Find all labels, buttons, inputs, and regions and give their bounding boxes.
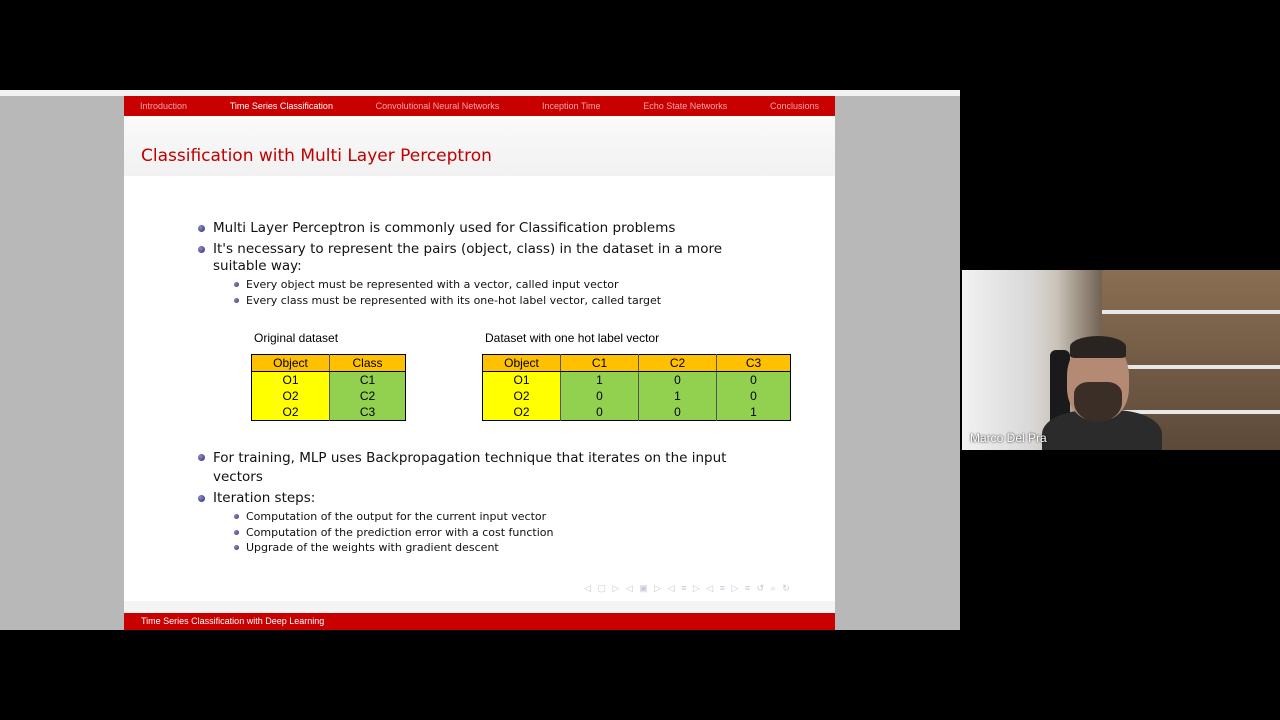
table-header-cell: C1 bbox=[561, 355, 639, 372]
participant-video-tile[interactable] bbox=[962, 270, 1280, 450]
slide-footer bbox=[124, 613, 835, 630]
nav-item-convolutional-neural-networks[interactable]: Convolutional Neural Networks bbox=[375, 101, 500, 111]
table-header-cell: Object bbox=[252, 355, 330, 372]
table-row bbox=[483, 388, 791, 404]
slide-section-nav bbox=[124, 96, 835, 116]
footer-strip bbox=[124, 601, 835, 613]
table-cell: O2 bbox=[483, 388, 561, 404]
table-cell: 0 bbox=[561, 388, 639, 404]
original-dataset-caption: Original dataset bbox=[254, 331, 339, 345]
table-row bbox=[252, 404, 406, 421]
person-beard bbox=[1074, 382, 1122, 422]
presentation-slide bbox=[124, 96, 835, 630]
table-cell: 1 bbox=[639, 388, 717, 404]
shelf-board bbox=[1102, 365, 1280, 369]
onehot-dataset-caption: Dataset with one hot label vector bbox=[485, 331, 660, 345]
onehot-dataset-table bbox=[482, 354, 791, 421]
table-cell: O2 bbox=[252, 388, 330, 404]
bullet-backpropagation: For training, MLP uses Backpropagation technique that iterates on the input vectors bbox=[213, 449, 758, 487]
sub-bullet-target: Every class must be represented with its one-hot label vector, called target bbox=[246, 294, 662, 307]
table-header-cell: C3 bbox=[717, 355, 791, 372]
table-header-row bbox=[252, 355, 406, 372]
table-header-cell: Class bbox=[330, 355, 406, 372]
title-band bbox=[124, 116, 835, 176]
table-cell: 1 bbox=[561, 372, 639, 389]
table-row bbox=[252, 388, 406, 404]
sub-bullet-output-computation: Computation of the output for the current input vector bbox=[246, 510, 547, 523]
table-cell: 0 bbox=[717, 388, 791, 404]
sub-bullet-input-vector: Every object must be represented with a vector, called input vector bbox=[246, 278, 619, 291]
slide-title: Classification with Multi Layer Perceptron bbox=[141, 146, 492, 166]
table-cell: 1 bbox=[717, 404, 791, 421]
table-cell: C2 bbox=[330, 388, 406, 404]
sub-bullet-weight-upgrade: Upgrade of the weights with gradient descent bbox=[246, 541, 499, 554]
table-cell: O2 bbox=[483, 404, 561, 421]
table-cell: 0 bbox=[639, 372, 717, 389]
table-cell: 0 bbox=[639, 404, 717, 421]
bullet-iteration-steps: Iteration steps: bbox=[213, 490, 773, 507]
table-cell: 0 bbox=[717, 372, 791, 389]
window-curtain bbox=[962, 270, 1032, 450]
nav-item-conclusions[interactable]: Conclusions bbox=[769, 101, 819, 111]
table-cell: 0 bbox=[561, 404, 639, 421]
nav-item-time-series-classification[interactable]: Time Series Classification bbox=[229, 101, 333, 111]
beamer-navigation-symbols[interactable]: ◁ ▢ ▷ ◁ ▣ ▷ ◁ ≡ ▷ ◁ ≡ ▷ ≡ ↺ ⌕ ↻ bbox=[584, 583, 792, 593]
table-row bbox=[483, 372, 791, 389]
person-hair bbox=[1070, 336, 1126, 358]
bullet-mlp-classification: Multi Layer Perceptron is commonly used for Classification problems bbox=[213, 220, 773, 237]
table-cell: C3 bbox=[330, 404, 406, 421]
table-cell: O1 bbox=[483, 372, 561, 389]
nav-item-echo-state-networks[interactable]: Echo State Networks bbox=[643, 101, 728, 111]
shelf-board bbox=[1102, 310, 1280, 314]
table-header-row bbox=[483, 355, 791, 372]
sub-bullet-error-computation: Computation of the prediction error with a cost function bbox=[246, 526, 554, 539]
nav-item-introduction[interactable]: Introduction bbox=[140, 101, 188, 111]
screen-share-area bbox=[0, 90, 960, 630]
table-cell: O1 bbox=[252, 372, 330, 389]
table-row bbox=[483, 404, 791, 421]
table-row bbox=[252, 372, 406, 389]
table-header-cell: Object bbox=[483, 355, 561, 372]
table-cell: O2 bbox=[252, 404, 330, 421]
participant-name-label: Marco Del Pra bbox=[970, 431, 1047, 445]
original-dataset-table bbox=[251, 354, 406, 421]
bullet-representation: It's necessary to represent the pairs (object, class) in the dataset in a more suitable way: bbox=[213, 241, 753, 275]
footer-title: Time Series Classification with Deep Learning bbox=[141, 616, 325, 626]
nav-item-inception-time[interactable]: Inception Time bbox=[541, 101, 601, 111]
table-header-cell: C2 bbox=[639, 355, 717, 372]
table-cell: C1 bbox=[330, 372, 406, 389]
